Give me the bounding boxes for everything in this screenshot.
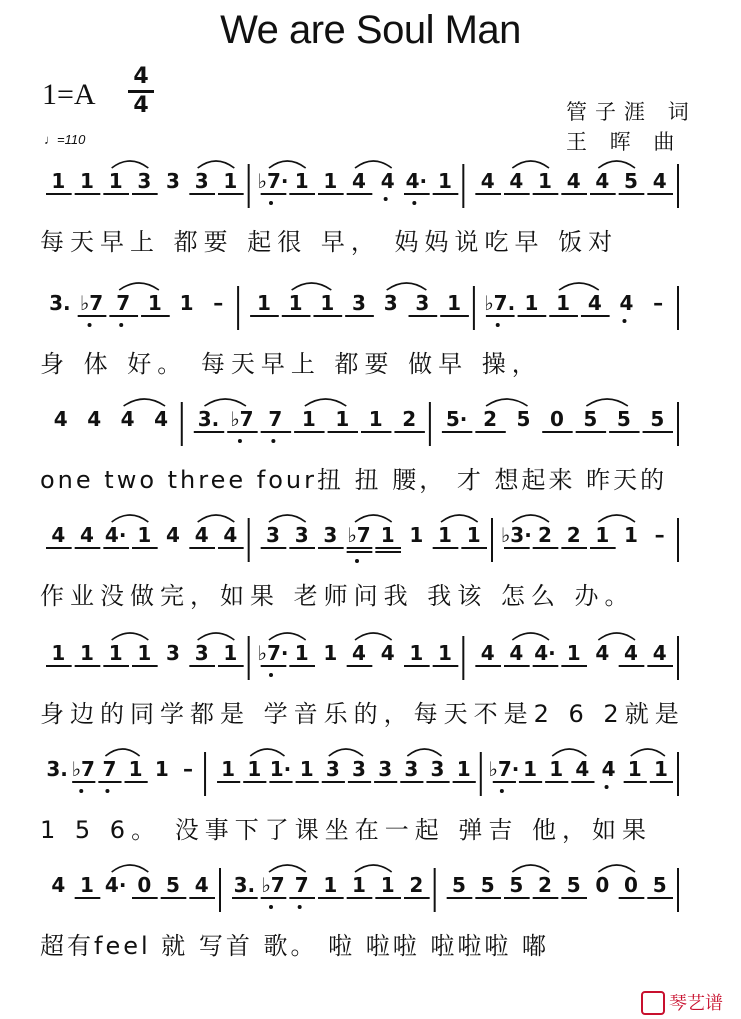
lower-octave-dot bbox=[238, 439, 242, 443]
slur bbox=[269, 161, 306, 168]
slur bbox=[269, 633, 306, 640]
note: 3. bbox=[197, 407, 220, 431]
note: 1· bbox=[269, 757, 292, 781]
note: 4 bbox=[509, 169, 524, 193]
lower-octave-dot bbox=[622, 319, 626, 323]
note: 4· bbox=[534, 641, 556, 665]
note: 5 bbox=[583, 407, 598, 431]
note: 1 bbox=[352, 873, 366, 897]
note: 2 bbox=[409, 873, 424, 897]
note: 4· bbox=[104, 873, 127, 897]
slur bbox=[124, 399, 165, 406]
note: 5 bbox=[166, 873, 180, 897]
tempo-marking: ♩=110 bbox=[44, 132, 86, 147]
note: 4 bbox=[53, 407, 68, 431]
slur bbox=[407, 749, 441, 756]
note: 4 bbox=[380, 641, 395, 665]
note: 1 bbox=[323, 169, 338, 193]
lyric-text: 作业没做完，如果 老师问我 我该 怎么 办。 bbox=[40, 582, 635, 610]
slur bbox=[486, 399, 527, 406]
lower-octave-dot bbox=[605, 785, 609, 789]
note: 3 bbox=[415, 291, 430, 315]
note: 1 bbox=[294, 641, 309, 665]
note: 1 bbox=[80, 873, 94, 897]
note: 4 bbox=[352, 169, 366, 193]
lyric-text: 超有feel 就 写首 歌。 啦 啦啦 啦啦啦 嘟 bbox=[40, 932, 550, 960]
lower-octave-dot bbox=[105, 789, 109, 793]
note: 7 bbox=[116, 291, 131, 315]
note: 3 bbox=[137, 169, 152, 193]
note: 5 bbox=[624, 169, 638, 193]
note: 1 bbox=[294, 169, 309, 193]
note: 4 bbox=[194, 873, 209, 897]
note: 1 bbox=[51, 169, 66, 193]
note: 1 bbox=[524, 291, 539, 315]
note: 1 bbox=[447, 291, 462, 315]
lower-octave-dot bbox=[79, 789, 83, 793]
note: 1 bbox=[409, 641, 424, 665]
note: 1 bbox=[595, 523, 610, 547]
note: 4 bbox=[154, 407, 169, 431]
note: 4 bbox=[480, 641, 495, 665]
note: 3. bbox=[46, 757, 68, 781]
note: 4 bbox=[624, 641, 638, 665]
note: 1 bbox=[624, 523, 638, 547]
slur bbox=[355, 865, 392, 872]
note: 4 bbox=[652, 641, 667, 665]
slur bbox=[112, 865, 149, 872]
note: 4 bbox=[595, 641, 610, 665]
composer-role: 曲 bbox=[653, 130, 675, 154]
note: 1 bbox=[301, 407, 316, 431]
note: 5 bbox=[480, 873, 495, 897]
note: 5 bbox=[650, 407, 665, 431]
note: – bbox=[182, 757, 193, 781]
note: ♭7· bbox=[488, 757, 520, 781]
lower-octave-dot bbox=[412, 201, 416, 205]
notation-line bbox=[0, 514, 741, 578]
note: 4 bbox=[120, 407, 135, 431]
note: 3 bbox=[383, 291, 398, 315]
note: 5 bbox=[452, 873, 466, 897]
lyric-line bbox=[0, 694, 741, 728]
note: 1 bbox=[523, 757, 538, 781]
lyric-line bbox=[0, 460, 741, 494]
note: 1 bbox=[380, 873, 395, 897]
key-signature: 1=A bbox=[42, 78, 96, 111]
note: 1 bbox=[223, 641, 238, 665]
note: 4 bbox=[51, 523, 66, 547]
note: 1 bbox=[51, 641, 66, 665]
note: 2 bbox=[402, 407, 417, 431]
slur bbox=[198, 161, 235, 168]
slur bbox=[512, 161, 549, 168]
slur bbox=[269, 515, 306, 522]
note: 4 bbox=[601, 757, 616, 781]
slur bbox=[329, 749, 363, 756]
note: 1 bbox=[247, 757, 262, 781]
lower-octave-dot bbox=[269, 905, 273, 909]
note: 5 bbox=[616, 407, 631, 431]
slur bbox=[355, 161, 392, 168]
note: ♭3· bbox=[500, 523, 532, 547]
note: 1 bbox=[154, 757, 169, 781]
watermark-text: 琴艺谱 bbox=[669, 993, 723, 1014]
slur bbox=[105, 749, 139, 756]
lyric-text: one two three four扭 扭 腰， 才 想起来 昨天的 bbox=[40, 466, 668, 494]
note: ♭7· bbox=[257, 169, 289, 193]
slur bbox=[292, 283, 332, 290]
lyric-line bbox=[0, 926, 741, 960]
slur bbox=[205, 399, 246, 406]
note: 0 bbox=[137, 873, 152, 897]
note: 4 bbox=[223, 523, 238, 547]
slur bbox=[512, 633, 549, 640]
note: 4 bbox=[575, 757, 590, 781]
note: 4 bbox=[51, 873, 66, 897]
note: 3. bbox=[49, 291, 71, 315]
slur bbox=[598, 161, 635, 168]
note: 3 bbox=[166, 641, 180, 665]
note: 4 bbox=[595, 169, 610, 193]
note: 1 bbox=[320, 291, 335, 315]
composer-name: 王 晖 bbox=[566, 130, 639, 154]
note: 1 bbox=[223, 169, 238, 193]
note: 4 bbox=[380, 169, 395, 193]
note: 1 bbox=[137, 641, 152, 665]
slur bbox=[250, 749, 284, 756]
note: 2 bbox=[538, 523, 552, 547]
note: 1 bbox=[438, 641, 452, 665]
slur bbox=[355, 633, 392, 640]
note: 5 bbox=[509, 873, 524, 897]
note: 1 bbox=[556, 291, 571, 315]
note: 1 bbox=[80, 169, 94, 193]
note: 3 bbox=[194, 641, 209, 665]
note: 1 bbox=[323, 873, 338, 897]
note: – bbox=[213, 291, 224, 315]
lyricist-credit bbox=[566, 96, 689, 126]
notation-line bbox=[0, 398, 741, 462]
slur bbox=[112, 633, 149, 640]
note: 0 bbox=[595, 873, 610, 897]
note: 2 bbox=[538, 873, 552, 897]
note: 0 bbox=[624, 873, 638, 897]
slur bbox=[198, 633, 235, 640]
note: ♭7 bbox=[230, 407, 254, 431]
lower-octave-dot bbox=[355, 559, 359, 563]
lower-octave-dot bbox=[496, 323, 500, 327]
note: 3 bbox=[325, 757, 340, 781]
note: 7 bbox=[102, 757, 117, 781]
slur bbox=[112, 161, 149, 168]
slur bbox=[119, 283, 159, 290]
note: 4 bbox=[87, 407, 102, 431]
slur bbox=[598, 633, 635, 640]
note: 7 bbox=[294, 873, 309, 897]
note: 3 bbox=[166, 169, 180, 193]
slur bbox=[355, 515, 392, 522]
slur bbox=[512, 865, 549, 872]
lyric-text: 每天早上 都要 起很 早， 妈妈说吃早 饭对 bbox=[40, 228, 619, 256]
note: 1 bbox=[288, 291, 303, 315]
note: 1 bbox=[80, 641, 94, 665]
note: 4 bbox=[352, 641, 366, 665]
note: ♭7· bbox=[257, 641, 289, 665]
lyricist-name: 管子涯 bbox=[566, 100, 653, 124]
note: 1 bbox=[179, 291, 194, 315]
note: 1 bbox=[566, 641, 581, 665]
lower-octave-dot bbox=[271, 439, 275, 443]
slur bbox=[559, 283, 599, 290]
note: 1 bbox=[128, 757, 143, 781]
note: 5 bbox=[566, 873, 581, 897]
lyric-text: 1 5 6。 没事下了课坐在一起 弹吉 他，如果 bbox=[40, 816, 652, 844]
slur bbox=[305, 399, 346, 406]
note: ♭7 bbox=[71, 757, 95, 781]
note: 1 bbox=[335, 407, 350, 431]
slur bbox=[512, 515, 549, 522]
note: 7 bbox=[268, 407, 283, 431]
note: 1 bbox=[538, 169, 552, 193]
slur bbox=[269, 865, 306, 872]
lyric-text: 身边的同学都是 学音乐的，每天不是2 6 2就是 bbox=[40, 700, 685, 728]
note: 3 bbox=[294, 523, 309, 547]
note: 1 bbox=[466, 523, 481, 547]
note: 4 bbox=[619, 291, 634, 315]
note: 3 bbox=[266, 523, 280, 547]
note: 4· bbox=[405, 169, 428, 193]
note: 4 bbox=[80, 523, 94, 547]
lyric-line bbox=[0, 576, 741, 610]
note: 4 bbox=[566, 169, 581, 193]
note: ♭7. bbox=[484, 291, 516, 315]
lyric-line bbox=[0, 222, 741, 256]
note: 3 bbox=[404, 757, 419, 781]
slur bbox=[552, 749, 586, 756]
note: 1 bbox=[456, 757, 471, 781]
song-title: We are Soul Man bbox=[220, 8, 521, 52]
note: 1 bbox=[256, 291, 271, 315]
note: 1 bbox=[108, 169, 123, 193]
lower-octave-dot bbox=[88, 323, 92, 327]
note: 3. bbox=[233, 873, 256, 897]
lower-octave-dot bbox=[500, 789, 504, 793]
note: 1 bbox=[108, 641, 123, 665]
note: 1 bbox=[549, 757, 564, 781]
note: 4 bbox=[480, 169, 495, 193]
note: 1 bbox=[438, 523, 452, 547]
slur bbox=[598, 865, 635, 872]
note: 2 bbox=[566, 523, 581, 547]
notation-line bbox=[0, 864, 741, 928]
note: 5· bbox=[445, 407, 468, 431]
lyric-line bbox=[0, 344, 741, 378]
note: 1 bbox=[438, 169, 452, 193]
note: 3 bbox=[194, 169, 209, 193]
note: 2 bbox=[483, 407, 498, 431]
note: 1 bbox=[368, 407, 383, 431]
note: 1 bbox=[409, 523, 424, 547]
lyric-text: 身 体 好。 每天早上 都要 做早 操， bbox=[40, 350, 542, 378]
note: 4 bbox=[587, 291, 602, 315]
note: 4 bbox=[166, 523, 180, 547]
lyricist-role: 词 bbox=[667, 100, 689, 124]
note: 4 bbox=[509, 641, 524, 665]
notation-line bbox=[0, 632, 741, 696]
composer-credit bbox=[566, 126, 674, 156]
piano-logo-icon bbox=[641, 991, 665, 1015]
time-signature-lower: 4 bbox=[133, 93, 149, 118]
note: – bbox=[653, 291, 664, 315]
note: 3 bbox=[323, 523, 338, 547]
note: 1 bbox=[380, 523, 395, 547]
note: 3 bbox=[430, 757, 445, 781]
note: 1 bbox=[147, 291, 162, 315]
note: 1 bbox=[653, 757, 668, 781]
note: 3 bbox=[378, 757, 393, 781]
time-signature-upper: 4 bbox=[133, 64, 149, 89]
note: 3 bbox=[352, 291, 366, 315]
slur bbox=[631, 749, 665, 756]
slur bbox=[598, 515, 635, 522]
note: 1 bbox=[221, 757, 236, 781]
note: ♭7 bbox=[347, 523, 371, 547]
slur bbox=[387, 283, 427, 290]
lyric-line bbox=[0, 810, 741, 844]
slur bbox=[586, 399, 627, 406]
note: 4· bbox=[104, 523, 127, 547]
notation-line bbox=[0, 282, 741, 346]
slur bbox=[441, 515, 478, 522]
note: 3 bbox=[352, 757, 366, 781]
note: 5 bbox=[652, 873, 667, 897]
lower-octave-dot bbox=[298, 905, 302, 909]
note: 1 bbox=[627, 757, 642, 781]
slur bbox=[112, 515, 149, 522]
slur bbox=[198, 515, 235, 522]
lower-octave-dot bbox=[119, 323, 123, 327]
note: 0 bbox=[549, 407, 564, 431]
lower-octave-dot bbox=[384, 197, 388, 201]
note: 1 bbox=[299, 757, 314, 781]
note: 4 bbox=[652, 169, 667, 193]
note: – bbox=[654, 523, 665, 547]
note: ♭7 bbox=[79, 291, 104, 315]
note: 1 bbox=[323, 641, 338, 665]
watermark-logo bbox=[641, 989, 733, 1013]
notation-line bbox=[0, 748, 741, 812]
note: 4 bbox=[194, 523, 209, 547]
note: ♭7 bbox=[261, 873, 285, 897]
notation-line bbox=[0, 160, 741, 224]
note: 5 bbox=[516, 407, 531, 431]
lower-octave-dot bbox=[269, 201, 273, 205]
note: 1 bbox=[137, 523, 152, 547]
time-signature bbox=[128, 66, 154, 117]
lower-octave-dot bbox=[269, 673, 273, 677]
